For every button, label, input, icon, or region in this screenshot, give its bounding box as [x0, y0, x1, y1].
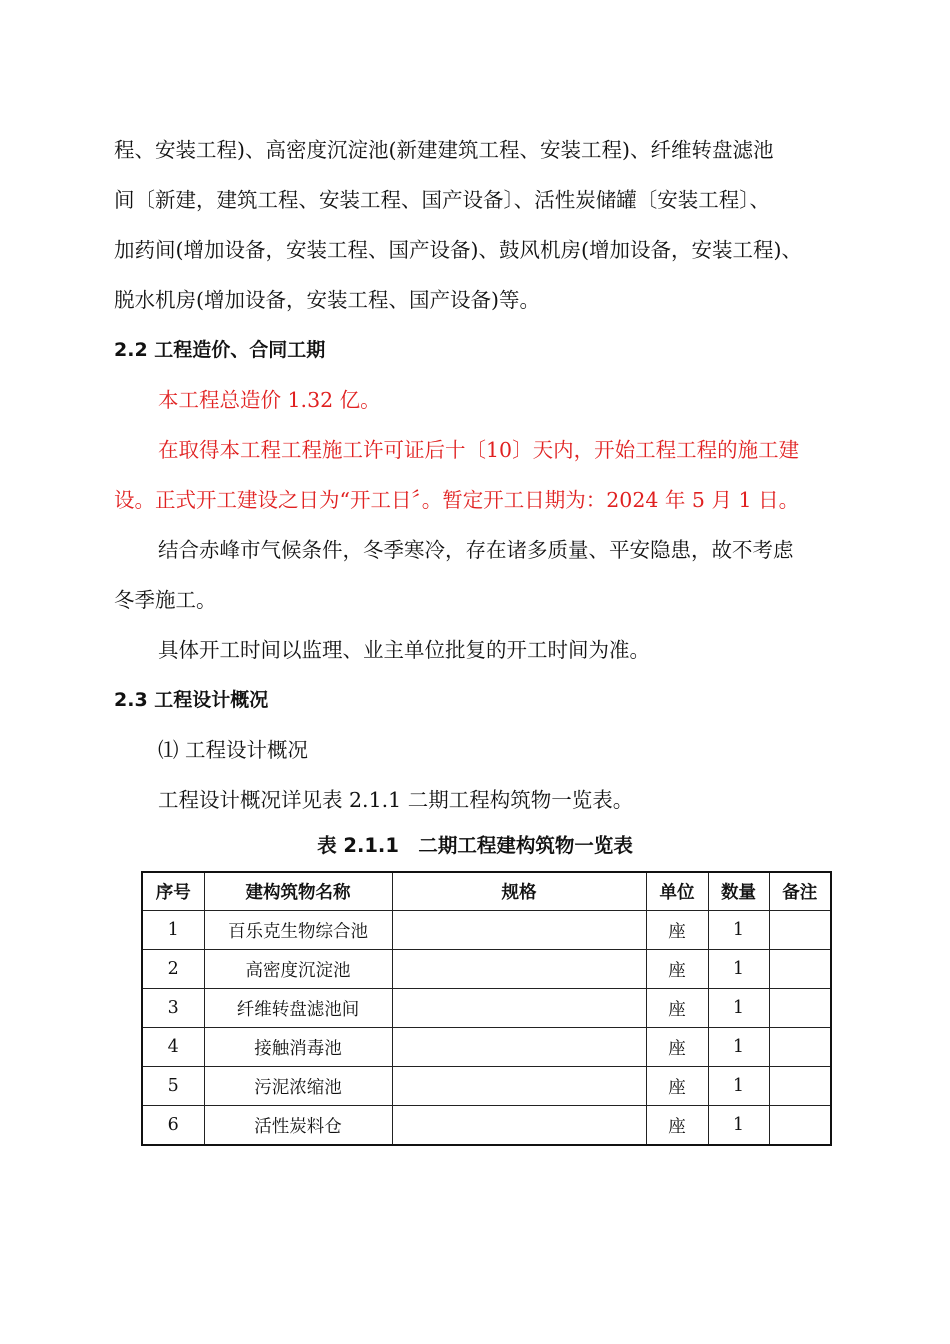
cell-remarks: [769, 950, 831, 989]
cell-quantity: 1: [708, 989, 769, 1028]
cell-name: 污泥浓缩池: [204, 1067, 392, 1106]
cell-unit: 座: [646, 1028, 708, 1067]
cell-spec: [392, 1028, 646, 1067]
intro-line-1: 程、安装工程)、高密度沉淀池(新建建筑工程、安装工程)、纤维转盘滤池: [114, 138, 774, 162]
cell-index: 6: [142, 1106, 204, 1146]
cell-index: 2: [142, 950, 204, 989]
cell-quantity: 1: [708, 911, 769, 950]
cell-unit: 座: [646, 1106, 708, 1146]
cell-index: 3: [142, 989, 204, 1028]
cell-remarks: [769, 1106, 831, 1146]
intro-line-2: 间〔新建，建筑工程、安装工程、国产设备〕、活性炭储罐〔安装工程〕、: [114, 188, 770, 212]
section-2-2-heading: 2.2 工程造价、合同工期: [114, 339, 326, 361]
cell-spec: [392, 911, 646, 950]
cell-spec: [392, 989, 646, 1028]
header-name: 建构筑物名称: [204, 872, 392, 911]
cell-spec: [392, 1067, 646, 1106]
cell-remarks: [769, 911, 831, 950]
table-row: [142, 989, 831, 1028]
header-quantity: 数量: [708, 872, 769, 911]
table-row: [142, 911, 831, 950]
schedule-line-1: 在取得本工程工程施工许可证后十〔10〕天内，开始工程工程的施工建: [158, 438, 800, 462]
cell-quantity: 1: [708, 1028, 769, 1067]
section-2-3-subheading: ⑴ 工程设计概况: [158, 738, 309, 762]
cell-unit: 座: [646, 1067, 708, 1106]
cost-text: 本工程总造价 1.32 亿。: [158, 388, 381, 412]
cell-index: 4: [142, 1028, 204, 1067]
schedule-line-2: 设。正式开工建设之日为“开工日〞。暂定开工日期为：2024 年 5 月 1 日。: [114, 488, 800, 512]
header-remarks: 备注: [769, 872, 831, 911]
cell-name: 接触消毒池: [204, 1028, 392, 1067]
cell-unit: 座: [646, 950, 708, 989]
table-row: [142, 1028, 831, 1067]
table-row: [142, 1106, 831, 1146]
table-row: [142, 1067, 831, 1106]
structures-table: [141, 871, 832, 1146]
cell-unit: 座: [646, 989, 708, 1028]
cell-name: 活性炭料仓: [204, 1106, 392, 1146]
cell-spec: [392, 950, 646, 989]
table-reference-text: 工程设计概况详见表 2.1.1 二期工程构筑物一览表。: [158, 788, 634, 812]
cell-unit: 座: [646, 911, 708, 950]
climate-line-2: 冬季施工。: [114, 588, 217, 612]
intro-line-4: 脱水机房(增加设备，安装工程、国产设备)等。: [114, 288, 540, 312]
cell-remarks: [769, 1028, 831, 1067]
section-2-3-heading: 2.3 工程设计概况: [114, 689, 269, 711]
table-header-row: [142, 872, 831, 911]
cell-name: 纤维转盘滤池间: [204, 989, 392, 1028]
cell-remarks: [769, 1067, 831, 1106]
cell-name: 高密度沉淀池: [204, 950, 392, 989]
start-time-text: 具体开工时间以监理、业主单位批复的开工时间为准。: [158, 638, 650, 662]
cell-remarks: [769, 989, 831, 1028]
intro-line-3: 加药间(增加设备，安装工程、国产设备)、鼓风机房(增加设备，安装工程)、: [114, 238, 802, 262]
climate-line-1: 结合赤峰市气候条件，冬季寒冷，存在诸多质量、平安隐患，故不考虑: [158, 538, 794, 562]
header-index: 序号: [142, 872, 204, 911]
header-unit: 单位: [646, 872, 708, 911]
cell-quantity: 1: [708, 1067, 769, 1106]
cell-index: 1: [142, 911, 204, 950]
table-caption: 表 2.1.1 二期工程建构筑物一览表: [317, 834, 633, 857]
cell-name: 百乐克生物综合池: [204, 911, 392, 950]
cell-quantity: 1: [708, 950, 769, 989]
cell-spec: [392, 1106, 646, 1146]
cell-quantity: 1: [708, 1106, 769, 1146]
cell-index: 5: [142, 1067, 204, 1106]
header-spec: 规格: [392, 872, 646, 911]
table-row: [142, 950, 831, 989]
